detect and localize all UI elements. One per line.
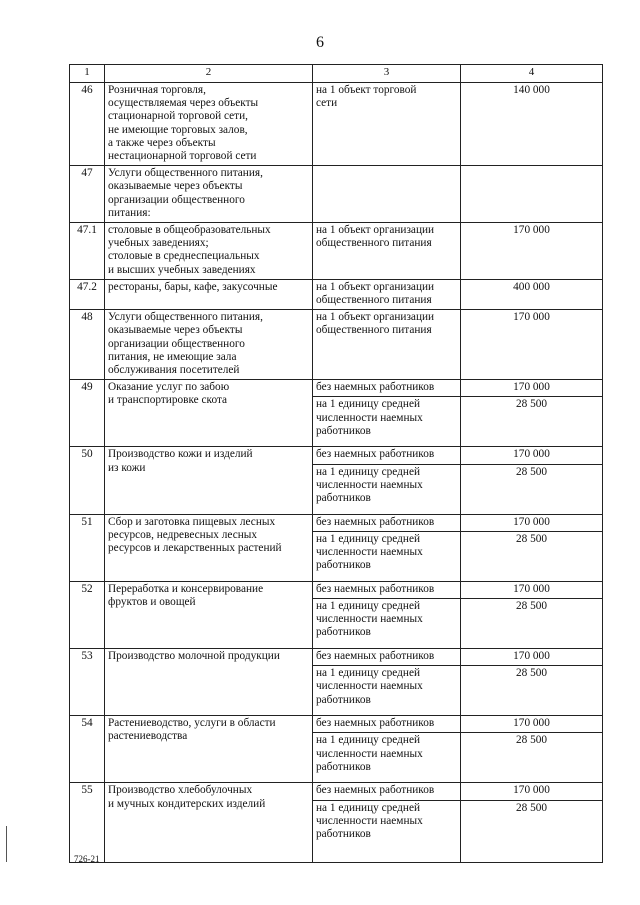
- unit-cell: [313, 649, 461, 666]
- value-cell: 28 500: [461, 733, 603, 783]
- table-row: [70, 581, 603, 598]
- activity-text: столовые в общеобразовательных учебных заведениях; столовые в среднеспециальных и высших учебных заведениях: [108, 224, 271, 276]
- activity-text: Производство хлебобулочных и мучных кондитерских изделий: [108, 784, 266, 810]
- unit-cell: [313, 310, 461, 380]
- unit-cell: [313, 279, 461, 309]
- activity-text: Услуги общественного питания, оказываемые через объекты организации общественного питания, не имеющие зала обслуживания посетителей: [108, 311, 263, 377]
- unit-text: без наемных работников: [316, 582, 435, 595]
- value-cell: 170 000: [461, 783, 603, 800]
- unit-cell: [313, 83, 461, 166]
- column-header: 3: [313, 65, 461, 83]
- unit-text: без наемных работников: [316, 784, 435, 797]
- unit-cell: [313, 447, 461, 464]
- row-number: 48: [70, 310, 105, 380]
- unit-cell: [313, 397, 461, 447]
- unit-text: без наемных работников: [316, 381, 435, 394]
- value-cell: 28 500: [461, 464, 603, 514]
- value-cell: 140 000: [461, 83, 603, 166]
- value-cell: 28 500: [461, 531, 603, 581]
- activity-text: Услуги общественного питания, оказываемые через объекты организации общественного питания:: [108, 167, 263, 219]
- row-number: 52: [70, 581, 105, 648]
- footer-code: 726-21: [74, 854, 100, 864]
- unit-cell: [313, 599, 461, 649]
- activity-cell: [105, 783, 313, 862]
- activity-cell: [105, 279, 313, 309]
- activity-cell: [105, 716, 313, 783]
- value-cell: 400 000: [461, 279, 603, 309]
- unit-cell: [313, 666, 461, 716]
- value-cell: 170 000: [461, 581, 603, 598]
- unit-text: без наемных работников: [316, 717, 435, 730]
- table-row: [70, 83, 603, 166]
- activity-text: Оказание услуг по забою и транспортировке скота: [108, 381, 230, 407]
- unit-text: на 1 единицу средней численности наемных работников: [316, 532, 423, 572]
- activity-text: Розничная торговля, осуществляемая через объекты стационарной торговой сети, не имеющие торговых залов, а также через объекты нестационарной торговой сети: [108, 84, 259, 163]
- unit-text: на 1 единицу средней численности наемных работников: [316, 734, 423, 773]
- unit-cell: [313, 223, 461, 280]
- activity-text: Переработка и консервирование фруктов и овощей: [108, 582, 264, 609]
- row-number: 47: [70, 166, 105, 223]
- activity-text: Производство молочной продукции: [108, 650, 280, 663]
- column-header: 4: [461, 65, 603, 83]
- activity-cell: [105, 380, 313, 447]
- value-cell: 170 000: [461, 447, 603, 464]
- value-cell: 170 000: [461, 514, 603, 531]
- unit-text: на 1 объект организации общественного питания: [316, 311, 435, 337]
- unit-text: без наемных работников: [316, 448, 435, 461]
- unit-cell: [313, 581, 461, 598]
- unit-text: на 1 объект торговой сети: [316, 84, 417, 110]
- activity-cell: [105, 581, 313, 648]
- row-number: 49: [70, 380, 105, 447]
- table-row: [70, 447, 603, 464]
- unit-text: на 1 объект организации общественного питания: [316, 224, 435, 250]
- column-header: 1: [70, 65, 105, 83]
- unit-text: на 1 единицу средней численности наемных работников: [316, 465, 423, 505]
- table-row: [70, 649, 603, 666]
- value-cell: 170 000: [461, 649, 603, 666]
- activity-text: Сбор и заготовка пищевых лесных ресурсов, недревесных лесных ресурсов и лекарственных растений: [108, 515, 282, 555]
- unit-cell: [313, 733, 461, 783]
- unit-cell: [313, 464, 461, 514]
- activity-cell: [105, 83, 313, 166]
- row-number: 50: [70, 447, 105, 514]
- activity-text: Производство кожи и изделий из кожи: [108, 448, 253, 474]
- activity-cell: [105, 514, 313, 581]
- activity-cell: [105, 310, 313, 380]
- row-number: 55: [70, 783, 105, 862]
- margin-rule: [6, 826, 7, 862]
- value-cell: 28 500: [461, 666, 603, 716]
- value-cell: 28 500: [461, 800, 603, 862]
- value-cell: 28 500: [461, 397, 603, 447]
- value-cell: 170 000: [461, 380, 603, 397]
- table-row: [70, 514, 603, 531]
- table-row: [70, 783, 603, 800]
- activity-cell: [105, 447, 313, 514]
- value-cell: [461, 166, 603, 223]
- table-row: [70, 380, 603, 397]
- value-cell: 170 000: [461, 716, 603, 733]
- row-number: 47.1: [70, 223, 105, 280]
- tariff-table: [69, 64, 603, 863]
- unit-text: на 1 единицу средней численности наемных работников: [316, 600, 423, 639]
- table-row: [70, 166, 603, 223]
- unit-cell: [313, 800, 461, 862]
- page-number: 6: [316, 34, 324, 51]
- unit-text: без наемных работников: [316, 515, 435, 528]
- unit-cell: [313, 716, 461, 733]
- unit-cell: [313, 380, 461, 397]
- table-row: [70, 716, 603, 733]
- value-cell: 28 500: [461, 599, 603, 649]
- unit-text: на 1 единицу средней численности наемных работников: [316, 667, 423, 706]
- value-cell: 170 000: [461, 310, 603, 380]
- unit-text: на 1 единицу средней численности наемных работников: [316, 801, 423, 841]
- table-row: [70, 310, 603, 380]
- row-number: 54: [70, 716, 105, 783]
- table-row: [70, 223, 603, 280]
- unit-cell: [313, 531, 461, 581]
- unit-text: на 1 объект организации общественного питания: [316, 280, 435, 307]
- table-row: [70, 279, 603, 309]
- activity-text: Растениеводство, услуги в области растениеводства: [108, 717, 276, 743]
- row-number: 53: [70, 649, 105, 716]
- activity-cell: [105, 649, 313, 716]
- unit-text: на 1 единицу средней численности наемных работников: [316, 398, 423, 437]
- unit-text: без наемных работников: [316, 650, 435, 663]
- table-header-row: [70, 65, 603, 83]
- column-header: 2: [105, 65, 313, 83]
- unit-cell: [313, 514, 461, 531]
- row-number: 47.2: [70, 279, 105, 309]
- unit-cell: [313, 783, 461, 800]
- activity-cell: [105, 166, 313, 223]
- row-number: 51: [70, 514, 105, 581]
- value-cell: 170 000: [461, 223, 603, 280]
- activity-cell: [105, 223, 313, 280]
- unit-cell: [313, 166, 461, 223]
- row-number: 46: [70, 83, 105, 166]
- activity-text: рестораны, бары, кафе, закусочные: [108, 280, 278, 293]
